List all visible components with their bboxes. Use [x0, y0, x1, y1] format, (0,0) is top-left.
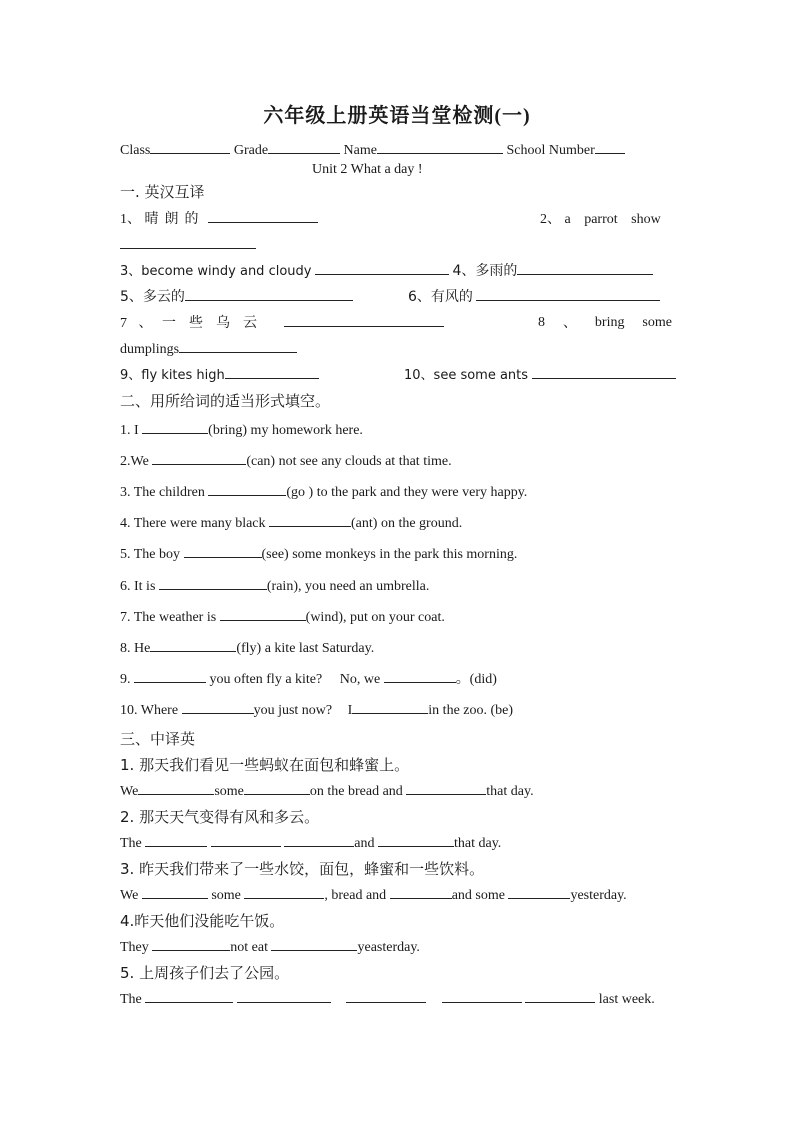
- q6-blank[interactable]: [476, 285, 660, 301]
- t2-blank-4[interactable]: [378, 831, 454, 847]
- q6: [408, 285, 660, 310]
- q10: [404, 363, 676, 388]
- q8: 8 、 bring some: [538, 311, 672, 335]
- q4-text: 4、多雨的: [452, 263, 518, 279]
- t5-blank-1[interactable]: [145, 987, 233, 1003]
- s1-row-2: [120, 259, 672, 283]
- t4-start: They: [120, 940, 149, 955]
- s1-row-1: 1、 晴朗的 2、 a parrot show: [120, 207, 672, 231]
- s7-start: 7. The weather is: [120, 610, 217, 625]
- name-blank[interactable]: [377, 138, 503, 154]
- s1-row-1b: [120, 233, 672, 257]
- s9-question: you often fly a kite?: [209, 672, 323, 687]
- t2-blank-2[interactable]: [211, 831, 281, 847]
- s9-start: 9.: [120, 672, 131, 687]
- t3-some: some: [211, 888, 241, 903]
- q2-number: 2: [540, 212, 547, 227]
- s3-blank[interactable]: [208, 480, 286, 496]
- page-title: 六年级上册英语当堂检测(一): [263, 105, 531, 127]
- t4-blank-1[interactable]: [152, 935, 230, 951]
- t1-some: some: [214, 784, 244, 799]
- s4-end: (ant) on the ground.: [351, 516, 463, 531]
- s10-answer-start: I: [347, 703, 353, 718]
- t3-blank-2[interactable]: [244, 883, 324, 899]
- q6-text: 6、有风的: [408, 289, 473, 305]
- translate-1-prompt: 1. 那天我们看见一些蚂蚁在面包和蜂蜜上。: [120, 756, 410, 774]
- fill-item-7: [120, 605, 672, 629]
- t5-blank-2[interactable]: [237, 987, 331, 1003]
- t4-blank-2[interactable]: [271, 935, 357, 951]
- t3-start: We: [120, 888, 139, 903]
- s5-end: (see) some monkeys in the park this morning.: [261, 547, 518, 562]
- t1-blank-2[interactable]: [244, 779, 310, 795]
- s9-answer-start: No, we: [339, 672, 381, 687]
- s1-row-4: 7 、 一些乌云 8 、 bring some: [120, 311, 672, 335]
- class-blank[interactable]: [150, 138, 230, 154]
- t5-blank-4[interactable]: [442, 987, 522, 1003]
- section2-heading: 二、用所给词的适当形式填空。: [120, 392, 331, 410]
- q1-text: 晴朗的: [144, 211, 205, 227]
- t2-end: that day.: [453, 836, 502, 851]
- q3-text: 3、become windy and cloudy: [120, 264, 312, 279]
- s1-row-4b: [120, 337, 672, 361]
- fill-item-6: [120, 574, 672, 598]
- s9-blank-1[interactable]: [134, 667, 206, 683]
- t5-blank-5[interactable]: [525, 987, 595, 1003]
- t5-blank-3[interactable]: [346, 987, 426, 1003]
- s9-end: 。(did): [455, 672, 497, 687]
- fill-item-3: [120, 480, 672, 504]
- q10-text: 10、see some ants: [404, 368, 529, 383]
- section3-heading: 三、中译英: [120, 730, 196, 748]
- t1-blank-3[interactable]: [406, 779, 486, 795]
- s6-start: 6. It is: [120, 579, 156, 594]
- s10-question: you just now?: [253, 703, 333, 718]
- translate-3-prompt: 3. 昨天我们带来了一些水饺，面包，蜂蜜和一些饮料。: [120, 860, 485, 878]
- t2-and: and: [354, 836, 375, 851]
- fill-item-9: [120, 667, 672, 691]
- t4-end: yeasterday.: [357, 940, 420, 955]
- t2-blank-3[interactable]: [284, 831, 354, 847]
- s6-end: (rain), you need an umbrella.: [266, 579, 430, 594]
- translate-2-prompt: 2. 那天天气变得有风和多云。: [120, 808, 320, 826]
- t3-blank-4[interactable]: [508, 883, 570, 899]
- s6-blank[interactable]: [159, 574, 267, 590]
- s8-blank[interactable]: [150, 636, 236, 652]
- t2-blank-1[interactable]: [145, 831, 207, 847]
- s7-end: (wind), put on your coat.: [305, 610, 445, 625]
- q8-number: 8: [538, 315, 545, 330]
- grade-label: Grade: [233, 143, 269, 158]
- s10-blank-2[interactable]: [352, 698, 428, 714]
- t1-blank-1[interactable]: [138, 779, 214, 795]
- translate-4-answer: [120, 935, 672, 959]
- s2-blank[interactable]: [152, 449, 246, 465]
- s10-end: in the zoo. (be): [428, 703, 514, 718]
- unit-subtitle: Unit 2 What a day !: [312, 162, 423, 177]
- s1-row-3: [120, 285, 672, 309]
- q7-text: 一些乌云: [162, 315, 270, 331]
- t2-start: The: [120, 836, 142, 851]
- translate-3-answer: [120, 883, 672, 907]
- fill-item-8: [120, 636, 672, 660]
- s1-blank[interactable]: [142, 418, 208, 434]
- s5-blank[interactable]: [184, 542, 262, 558]
- t1-end: that day.: [486, 784, 534, 799]
- q10-blank[interactable]: [532, 363, 676, 379]
- translate-5-prompt: 5. 上周孩子们去了公园。: [120, 964, 290, 982]
- q2-text: a parrot show: [564, 212, 661, 227]
- q2-blank[interactable]: [120, 233, 256, 249]
- name-label: Name: [343, 143, 377, 158]
- t3-blank-1[interactable]: [142, 883, 208, 899]
- t1-middle: on the bread and: [309, 784, 403, 799]
- s2-start: 2.We: [120, 454, 149, 469]
- translate-4-prompt: 4.昨天他们没能吃午饭。: [120, 912, 285, 930]
- q1-blank[interactable]: [208, 207, 318, 223]
- s4-blank[interactable]: [269, 511, 351, 527]
- fill-item-10: [120, 698, 672, 722]
- fill-item-2: [120, 449, 672, 473]
- s3-end: (go ) to the park and they were very happy.: [286, 485, 528, 500]
- s1-end: (bring) my homework here.: [208, 423, 363, 438]
- s1-start: 1. I: [120, 423, 139, 438]
- section1-heading: 一. 英汉互译: [120, 183, 205, 201]
- fill-item-4: [120, 511, 672, 535]
- s10-start: 10. Where: [120, 703, 179, 718]
- q8-blank[interactable]: [179, 337, 297, 353]
- s10-blank-1[interactable]: [182, 698, 254, 714]
- t3-blank-3[interactable]: [390, 883, 452, 899]
- q1-number: 1: [120, 212, 127, 227]
- school-number-blank[interactable]: [595, 138, 625, 154]
- t4-middle: not eat: [230, 940, 268, 955]
- q2: 2、 a parrot show: [540, 211, 661, 227]
- q5-text: 5、多云的: [120, 289, 185, 305]
- s8-end: (fly) a kite last Saturday.: [236, 641, 375, 656]
- q7-blank[interactable]: [284, 311, 444, 327]
- s9-blank-2[interactable]: [384, 667, 456, 683]
- s8-start: 8. He: [120, 641, 151, 656]
- q5-blank[interactable]: [185, 285, 353, 301]
- q3-blank[interactable]: [315, 259, 449, 275]
- school-number-label: School Number: [506, 143, 595, 158]
- s7-blank[interactable]: [220, 605, 306, 621]
- translate-2-answer: [120, 831, 672, 855]
- s4-start: 4. There were many black: [120, 516, 266, 531]
- t3-and-some: and some: [451, 888, 505, 903]
- fill-item-5: [120, 542, 672, 566]
- q7-number: 7: [120, 316, 127, 331]
- s1-row-5: [120, 363, 672, 387]
- q9-blank[interactable]: [225, 363, 319, 379]
- translate-5-answer: [120, 987, 672, 1011]
- s2-end: (can) not see any clouds at that time.: [246, 454, 452, 469]
- s3-start: 3. The children: [120, 485, 205, 500]
- t1-start: We: [120, 784, 139, 799]
- class-label: Class: [120, 143, 151, 158]
- s5-start: 5. The boy: [120, 547, 181, 562]
- q4-blank[interactable]: [517, 259, 653, 275]
- q9-text: 9、fly kites high: [120, 368, 225, 383]
- q8-word-c: dumplings: [120, 342, 180, 357]
- fill-item-1: [120, 418, 672, 442]
- translate-1-answer: [120, 779, 672, 803]
- q8-word-b: some: [642, 315, 672, 330]
- t5-end: last week.: [598, 992, 655, 1007]
- t5-start: The: [120, 992, 142, 1007]
- t3-bread: , bread and: [324, 888, 387, 903]
- q8-word-a: bring: [594, 315, 625, 330]
- grade-blank[interactable]: [268, 138, 340, 154]
- t3-end: yesterday.: [570, 888, 627, 903]
